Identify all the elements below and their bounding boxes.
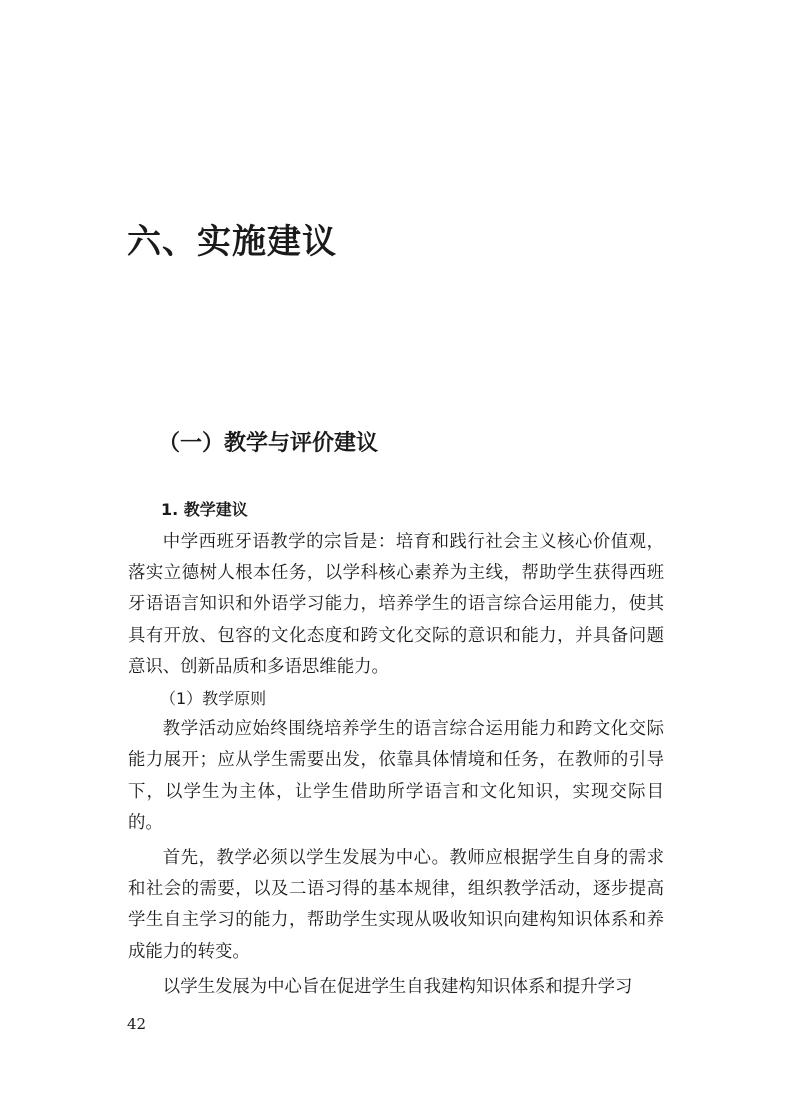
page-number: 42: [127, 1015, 147, 1033]
section-title: （一）教学与评价建议: [158, 431, 379, 456]
paragraph-last: 以学生发展为中心旨在促进学生自我建构知识体系和提升学习: [162, 976, 633, 997]
subsection-title: 1. 教学建议: [161, 500, 248, 519]
paragraph-first: 首先，教学必须以学生发展为中心。教师应根据学生自身的需求和社会的需要，以及二语习得的基本规律，组织教学活动，逐步提高学生自主学习的能力，帮助学生实现从吸收知识向建构知识体系和养成能力的转变。: [128, 848, 664, 962]
paragraph-intro: 中学西班牙语教学的宗旨是：培育和践行社会主义核心价值观，落实立德树人根本任务，以学科核心素养为主线，帮助学生获得西班牙语语言知识和外语学习能力，培养学生的语言综合运用能力，使其具有开放、包容的文化态度和跨文化交际的意识和能力，并具备问题意识、创新品质和多语思维能力。: [128, 532, 664, 677]
body-text: [128, 527, 664, 1003]
paragraph-principles: 教学活动应始终围绕培养学生的语言综合运用能力和跨文化交际能力展开；应从学生需要出发，依靠具体情境和任务，在教师的引导下，以学生为主体，让学生借助所学语言和文化知识，实现交际目的。: [128, 719, 664, 833]
principles-heading: （1）教学原则: [160, 689, 267, 709]
chapter-title: 六、实施建议: [127, 222, 337, 262]
